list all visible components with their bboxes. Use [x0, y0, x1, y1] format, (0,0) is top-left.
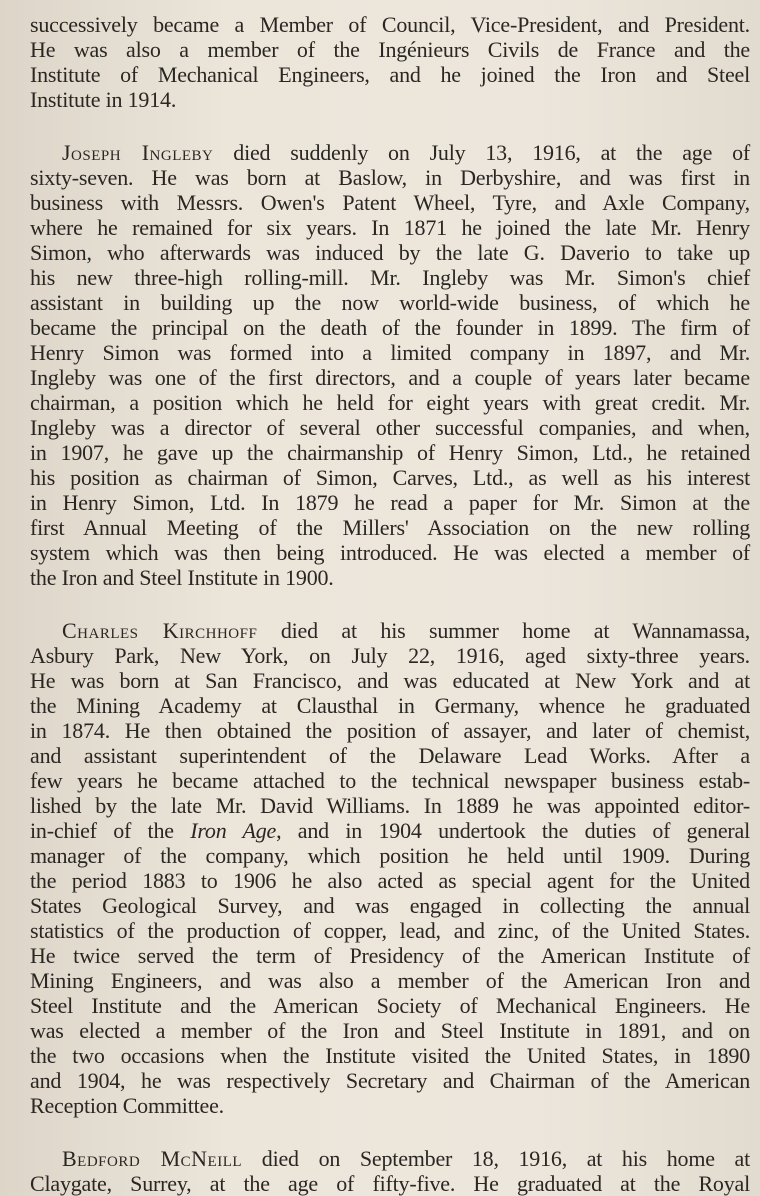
text-line: the period 1883 to 1906 he also acted as special agent for the United: [30, 868, 750, 893]
text-line: business with Messrs. Owen's Patent Wheel, Tyre, and Axle Company,: [30, 190, 750, 215]
text-line: in Henry Simon, Ltd. In 1879 he read a paper for Mr. Simon at the: [30, 490, 750, 515]
text-line: system which was then being introduced. He was elected a member of: [30, 540, 750, 565]
text-line: his position as chairman of Simon, Carves, Ltd., as well as his interest: [30, 465, 750, 490]
text-segment: in-chief of the: [30, 818, 191, 843]
text-line: Simon, who afterwards was induced by the late G. Daverio to take up: [30, 240, 750, 265]
text-line: became the principal on the death of the founder in 1899. The firm of: [30, 315, 750, 340]
text-line: few years he became attached to the technical newspaper business estab-: [30, 768, 750, 793]
text-line: [30, 618, 750, 643]
text-line: manager of the company, which position he held until 1909. During: [30, 843, 750, 868]
person-name: Joseph Ingleby: [62, 140, 214, 165]
text-line: assistant in building up the now world-wide business, of which he: [30, 290, 750, 315]
text-line: Asbury Park, New York, on July 22, 1916, aged sixty-three years.: [30, 643, 750, 668]
text-line: He was also a member of the Ingénieurs Civils de France and the: [30, 37, 750, 62]
text-line: and 1904, he was respectively Secretary and Chairman of the American: [30, 1068, 750, 1093]
text-line: his new three-high rolling-mill. Mr. Ingleby was Mr. Simon's chief: [30, 265, 750, 290]
text-line: in 1874. He then obtained the position of assayer, and later of chemist,: [30, 718, 750, 743]
text-line: the two occasions when the Institute visited the United States, in 1890: [30, 1043, 750, 1068]
text-line: Claygate, Surrey, at the age of fifty-five. He graduated at the Royal: [30, 1171, 750, 1196]
text-line: the Iron and Steel Institute in 1900.: [30, 565, 334, 590]
text-segment: died at his summer home at Wannamassa,: [257, 618, 750, 643]
text-line: He twice served the term of Presidency of the American Institute of: [30, 943, 750, 968]
text-line: [30, 140, 750, 165]
text-line: Mining Engineers, and was also a member of the American Iron and: [30, 968, 750, 993]
text-line: sixty-seven. He was born at Baslow, in Derbyshire, and was first in: [30, 165, 750, 190]
paragraph-charles-kirchhoff: [30, 618, 750, 1118]
text-line: first Annual Meeting of the Millers' Association on the new rolling: [30, 515, 750, 540]
text-line: Institute of Mechanical Engineers, and he joined the Iron and Steel: [30, 62, 750, 87]
text-line: States Geological Survey, and was engaged in collecting the annual: [30, 893, 750, 918]
text-line: [30, 818, 750, 843]
person-name: Charles Kirchhoff: [62, 618, 258, 643]
text-line: Ingleby was one of the first directors, and a couple of years later became: [30, 365, 750, 390]
text-line: Henry Simon was formed into a limited company in 1897, and Mr.: [30, 340, 750, 365]
text-line: Institute in 1914.: [30, 87, 177, 112]
paragraph-continued: [30, 12, 750, 112]
text-line: Ingleby was a director of several other successful companies, and when,: [30, 415, 750, 440]
text-line: chairman, a position which he held for eight years with great credit. Mr.: [30, 390, 750, 415]
text-line: Reception Committee.: [30, 1093, 224, 1118]
paragraph-joseph-ingleby: [30, 140, 750, 590]
text-segment: , and in 1904 undertook the duties of general: [276, 818, 750, 843]
person-name: Bedford McNeill: [62, 1146, 243, 1171]
text-segment: died suddenly on July 13, 1916, at the age of: [213, 140, 750, 165]
text-line: was elected a member of the Iron and Steel Institute in 1891, and on: [30, 1018, 750, 1043]
text-line: He was born at San Francisco, and was educated at New York and at: [30, 668, 750, 693]
text-line: the Mining Academy at Clausthal in Germany, whence he graduated: [30, 693, 750, 718]
text-line: statistics of the production of copper, lead, and zinc, of the United States.: [30, 918, 750, 943]
text-line: lished by the late Mr. David Williams. In 1889 he was appointed editor-: [30, 793, 750, 818]
text-line: in 1907, he gave up the chairmanship of Henry Simon, Ltd., he retained: [30, 440, 750, 465]
text-line: [30, 1146, 750, 1171]
text-line: and assistant superintendent of the Delaware Lead Works. After a: [30, 743, 750, 768]
text-line: where he remained for six years. In 1871 he joined the late Mr. Henry: [30, 215, 750, 240]
text-line: successively became a Member of Council, Vice-President, and President.: [30, 12, 750, 37]
italic-title: Iron Age: [190, 818, 277, 843]
text-line: Steel Institute and the American Society of Mechanical Engineers. He: [30, 993, 750, 1018]
paragraph-bedford-mcneill: [30, 1146, 750, 1196]
text-segment: died on September 18, 1916, at his home at: [242, 1146, 750, 1171]
